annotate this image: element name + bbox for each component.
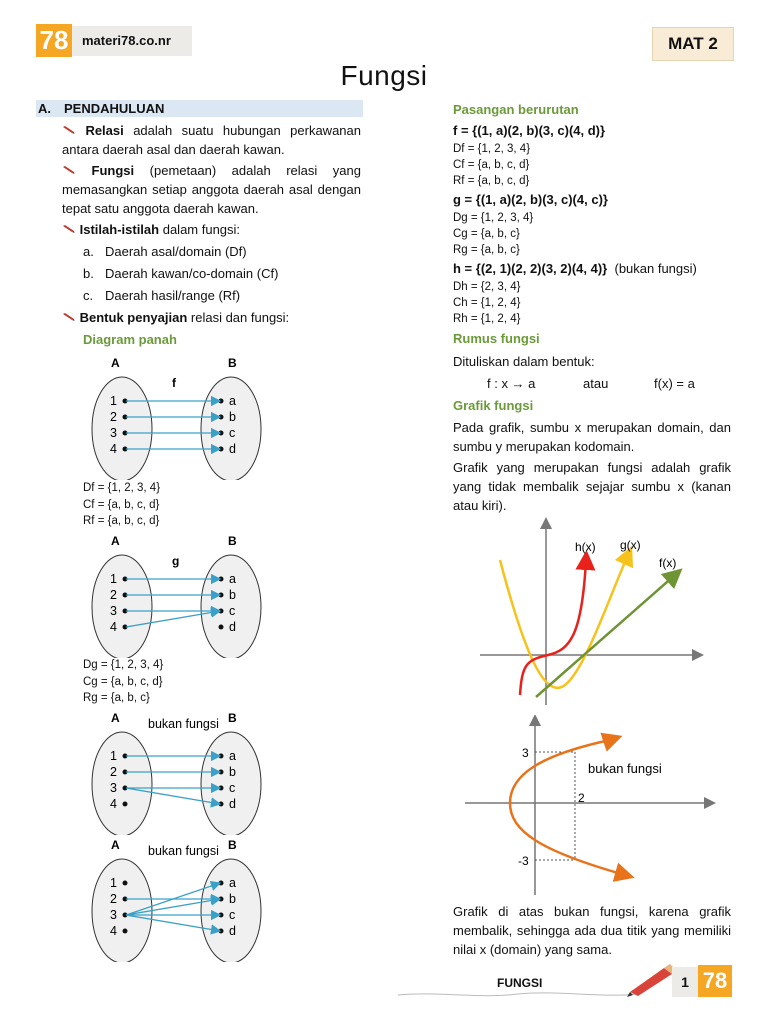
f-codomain: Cf = {a, b, c, d} — [453, 159, 530, 171]
pencil-icon — [62, 121, 76, 140]
domain-element: 1 — [110, 749, 117, 763]
codomain-element: a — [229, 394, 236, 408]
istilah-item: c. Daerah hasil/range (Rf) — [83, 288, 241, 303]
arrow-diagram — [78, 533, 278, 658]
domain-element: 3 — [110, 604, 117, 618]
section-letter: A. — [38, 101, 51, 116]
set-a-oval — [92, 555, 152, 658]
codomain-element: d — [229, 620, 236, 634]
bukan-fungsi-note: bukan fungsi — [588, 761, 662, 776]
domain-element: 1 — [110, 876, 117, 890]
y-tick-neg3: -3 — [518, 854, 529, 868]
mapping-label: g — [172, 554, 180, 568]
g-codomain: Cg = {a, b, c} — [453, 228, 520, 240]
codomain-element: c — [229, 908, 236, 922]
bentuk-term: Bentuk penyajian — [79, 310, 188, 325]
domain-element: 3 — [110, 426, 117, 440]
relasi-paragraph — [62, 121, 361, 159]
domain-element: 4 — [110, 924, 117, 938]
set-a-label: A — [111, 711, 120, 725]
pencil-icon — [626, 962, 678, 998]
codomain-element: c — [229, 604, 236, 618]
domain-element: 4 — [110, 797, 117, 811]
diagram-set-note: Df = {1, 2, 3, 4} — [83, 482, 161, 494]
diagram-set-note: Cf = {a, b, c, d} — [83, 498, 160, 511]
set-b-label: B — [228, 838, 237, 852]
domain-element: 1 — [110, 572, 117, 586]
domain-element: 2 — [110, 892, 117, 906]
g-definition: g = {(1, a)(2, b)(3, c)(4, c)} — [453, 192, 608, 207]
page-number: 1 — [672, 967, 698, 997]
function-graph — [470, 515, 710, 710]
domain-element: 1 — [110, 394, 117, 408]
pencil-icon — [62, 308, 76, 327]
footer-logo: 78 — [698, 965, 732, 997]
codomain-element: a — [229, 572, 236, 586]
site-name: materi78.co.nr — [72, 26, 192, 56]
istilah-text: dalam fungsi: — [162, 222, 241, 237]
codomain-point — [219, 625, 224, 630]
rumus-heading: Rumus fungsi — [453, 331, 540, 346]
codomain-element: a — [229, 876, 236, 890]
domain-element: 2 — [110, 410, 117, 424]
h-definition: h = {(2, 1)(2, 2)(3, 2)(4, 4)} — [453, 261, 608, 276]
codomain-element: b — [229, 765, 236, 779]
arrow-diagram — [78, 355, 278, 480]
domain-element: 4 — [110, 442, 117, 456]
pencil-icon — [62, 220, 76, 239]
pasangan-heading: Pasangan berurutan — [453, 102, 579, 117]
h-note: (bukan fungsi) — [614, 261, 697, 276]
footer-label: FUNGSI — [497, 976, 543, 990]
codomain-element: c — [229, 426, 236, 440]
istilah-item: b. Daerah kawan/co-domain (Cf) — [83, 266, 279, 281]
istilah-paragraph — [62, 220, 361, 239]
set-a-label: A — [111, 838, 120, 852]
grafik-heading: Grafik fungsi — [453, 398, 534, 413]
g-label: g(x) — [620, 538, 641, 552]
domain-element: 4 — [110, 620, 117, 634]
relasi-term: Relasi — [85, 123, 124, 138]
set-b-label: B — [228, 356, 237, 370]
arrow-diagram — [78, 710, 278, 835]
brand-logo: 78 — [36, 24, 72, 57]
domain-point — [123, 929, 128, 934]
istilah-item: a. Daerah asal/domain (Df) — [83, 244, 247, 259]
domain-point — [123, 802, 128, 807]
domain-element: 2 — [110, 765, 117, 779]
codomain-element: b — [229, 588, 236, 602]
mapping-label: f — [172, 376, 176, 390]
rumus-text: Dituliskan dalam bentuk: — [453, 354, 595, 369]
section-heading — [36, 100, 363, 117]
domain-point — [123, 881, 128, 886]
codomain-element: d — [229, 797, 236, 811]
f-domain: Df = {1, 2, 3, 4} — [453, 143, 531, 155]
h-codomain: Ch = {1, 2, 4} — [453, 297, 521, 309]
h-curve — [520, 560, 586, 695]
diagram-set-note: Rg = {a, b, c} — [83, 692, 150, 704]
fungsi-term: Fungsi — [91, 163, 135, 178]
codomain-element: b — [229, 892, 236, 906]
x-tick-2: 2 — [578, 791, 585, 805]
set-a-oval — [92, 732, 152, 835]
h-range: Rh = {1, 2, 4} — [453, 313, 521, 325]
rumus-form1: f : x → a — [487, 376, 536, 391]
section-name: PENDAHULUAN — [64, 101, 165, 116]
f-definition: f = {(1, a)(2, b)(3, c)(4, d)} — [453, 123, 606, 138]
istilah-term: Istilah-istilah — [79, 222, 160, 237]
arrow-diagram — [78, 837, 278, 962]
mapping-label: bukan fungsi — [148, 844, 219, 858]
domain-element: 3 — [110, 908, 117, 922]
g-range: Rg = {a, b, c} — [453, 244, 520, 256]
codomain-element: c — [229, 781, 236, 795]
f-range: Rf = {a, b, c, d} — [453, 175, 530, 187]
set-b-label: B — [228, 534, 237, 548]
h-label: h(x) — [575, 540, 596, 554]
diagram-heading: Diagram panah — [83, 332, 177, 347]
h-definition-line — [453, 261, 697, 276]
rumus-form2: f(x) = a — [654, 376, 695, 391]
set-b-label: B — [228, 711, 237, 725]
bentuk-paragraph — [62, 308, 361, 327]
diagram-set-note: Rf = {a, b, c, d} — [83, 515, 160, 527]
bentuk-text: relasi dan fungsi: — [190, 310, 290, 325]
h-domain: Dh = {2, 3, 4} — [453, 281, 521, 293]
diagram-set-note: Dg = {1, 2, 3, 4} — [83, 659, 164, 671]
page-title: Fungsi — [340, 60, 428, 91]
domain-element: 2 — [110, 588, 117, 602]
conclusion-paragraph: Grafik di atas bukan fungsi, karena grafik membalik, sehingga ada dua titik yang memiliki nilai x (domain) yang sama. — [453, 904, 731, 957]
codomain-element: d — [229, 924, 236, 938]
fungsi-paragraph — [62, 161, 361, 218]
pencil-icon — [62, 161, 76, 180]
mapping-label: bukan fungsi — [148, 717, 219, 731]
g-curve — [500, 555, 628, 688]
relation-graph — [460, 715, 720, 900]
set-a-oval — [92, 377, 152, 480]
grafik-paragraph-2: Grafik yang merupakan fungsi adalah grafik yang tidak membalik sejajar sumbu x (kanan atau kiri). — [453, 460, 731, 513]
f-line — [536, 575, 675, 697]
codomain-element: d — [229, 442, 236, 456]
set-a-label: A — [111, 356, 120, 370]
set-a-oval — [92, 859, 152, 962]
diagram-set-note: Cg = {a, b, c, d} — [83, 675, 163, 688]
relasi-text: adalah suatu hubungan perkawanan antara daerah asal dan daerah kawan. — [62, 123, 361, 157]
subject-badge: MAT 2 — [652, 27, 734, 61]
codomain-element: a — [229, 749, 236, 763]
set-a-label: A — [111, 534, 120, 548]
grafik-paragraph-1: Pada grafik, sumbu x merupakan domain, dan sumbu y merupakan kodomain. — [453, 420, 731, 454]
y-tick-3: 3 — [522, 746, 529, 760]
domain-element: 3 — [110, 781, 117, 795]
fungsi-text: (pemetaan) adalah relasi yang memasangkan setiap anggota daerah asal dengan tepat satu anggota daerah kawan. — [62, 163, 361, 216]
codomain-element: b — [229, 410, 236, 424]
f-label: f(x) — [659, 556, 677, 570]
g-domain: Dg = {1, 2, 3, 4} — [453, 212, 534, 224]
rumus-atau: atau — [583, 376, 609, 391]
